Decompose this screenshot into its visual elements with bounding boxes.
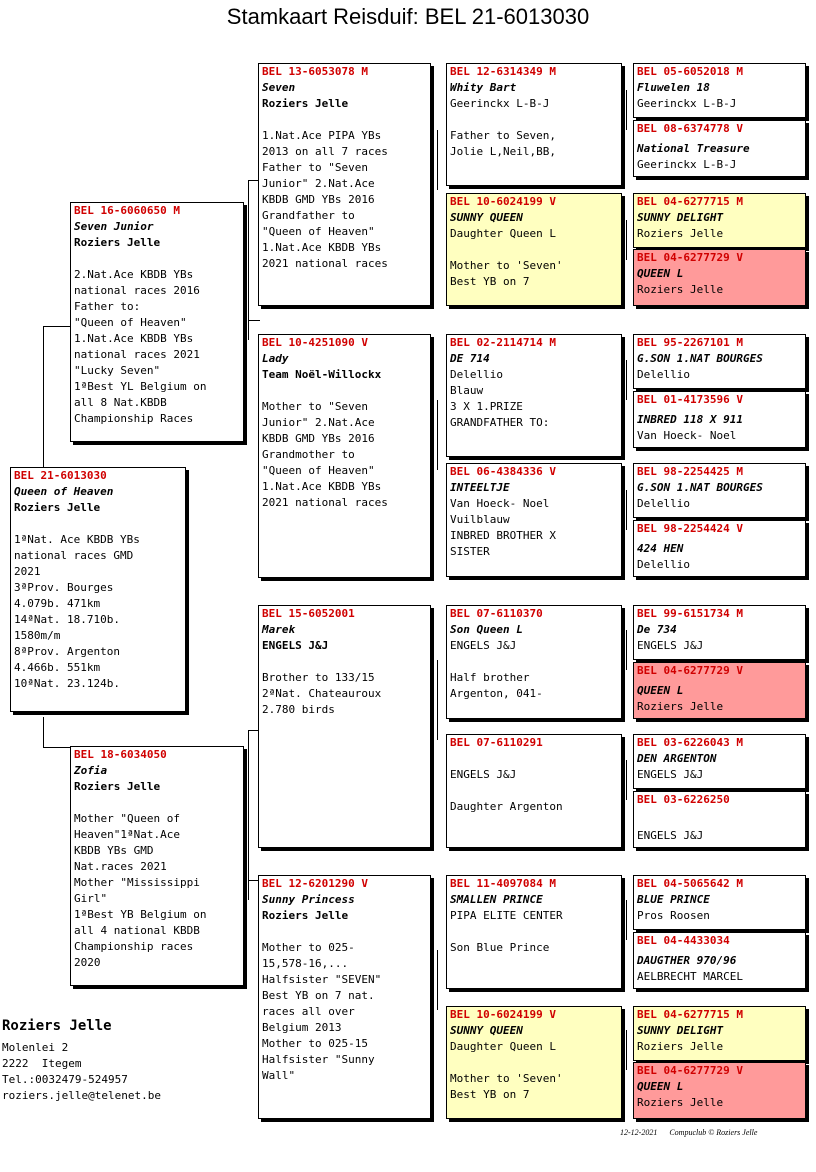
owner-name: Roziers Jelle	[637, 700, 724, 713]
ring-number: BEL 99-6151734 M	[637, 607, 743, 620]
ring-number: BEL 04-4433034	[637, 934, 730, 947]
note-line: "Queen of Heaven"	[262, 225, 375, 238]
note-line: 2.Nat.Ace KBDB YBs	[74, 268, 194, 281]
note-line: Junior" 2.Nat.Ace	[262, 177, 375, 190]
owner-name: ENGELS J&J	[450, 768, 517, 781]
note-line: Heaven"1ªNat.Ace	[74, 828, 180, 841]
note-line: "Lucky Seven"	[74, 364, 161, 377]
ancestor-card[interactable]	[633, 1062, 806, 1119]
ring-number: BEL 15-6052001	[262, 607, 355, 620]
note-line: Jolie L,Neil,BB,	[450, 145, 556, 158]
note-line: 2.780 birds	[262, 703, 335, 716]
ancestor-card[interactable]	[633, 1006, 806, 1061]
note-line: Wall"	[262, 1069, 296, 1082]
pigeon-name: INBRED 118 X 911	[637, 413, 743, 426]
note-line: Mother to 'Seven'	[450, 259, 563, 272]
note-line: 15,578-16,...	[262, 957, 349, 970]
pigeon-name: DAUGTHER 970/96	[637, 954, 737, 967]
note-line: Half brother	[450, 671, 530, 684]
note-line: Daughter Argenton	[450, 800, 563, 813]
ancestor-card[interactable]	[633, 120, 806, 177]
breeder-info	[2, 1018, 161, 1104]
note-line: Father to Seven,	[450, 129, 556, 142]
grandparent-card[interactable]	[258, 875, 431, 1119]
pigeon-name: Queen of Heaven	[14, 485, 114, 498]
connector	[626, 1030, 627, 1070]
note-line: Mother "Mississippi	[74, 876, 200, 889]
breeder-name: Roziers Jelle	[2, 1018, 112, 1034]
owner-name: ENGELS J&J	[450, 639, 517, 652]
note-line: "Queen of Heaven"	[262, 464, 375, 477]
dam-card[interactable]	[70, 746, 244, 986]
ring-number: BEL 04-6277729 V	[637, 251, 743, 264]
note-line: national races 2016	[74, 284, 200, 297]
note-line: 3ªProv. Bourges	[14, 581, 114, 594]
pigeon-name: Whity Bart	[450, 81, 517, 94]
connector	[626, 630, 627, 670]
owner-name: Delellio	[637, 368, 690, 381]
owner-name: Roziers Jelle	[74, 780, 161, 793]
grandparent-card[interactable]	[258, 63, 431, 306]
ring-number: BEL 04-6277729 V	[637, 664, 743, 677]
owner-name: Roziers Jelle	[637, 1040, 724, 1053]
ring-number: BEL 03-6226250	[637, 793, 730, 806]
note-line: 14ªNat. 18.710b.	[14, 613, 120, 626]
ring-number: BEL 03-6226043 M	[637, 736, 743, 749]
note-line: 2ªNat. Chateauroux	[262, 687, 382, 700]
note-line: KBDB GMD YBs 2016	[262, 193, 375, 206]
note-line: Junior" 2.Nat.Ace	[262, 416, 375, 429]
note-line: all 8 Nat.KBDB	[74, 396, 167, 409]
ancestor-card[interactable]	[633, 334, 806, 389]
note-line: all 4 national KBDB	[74, 924, 200, 937]
pigeon-name: DEN ARGENTON	[637, 752, 717, 765]
owner-name: ENGELS J&J	[262, 639, 329, 652]
great-grandparent-card[interactable]	[446, 193, 622, 306]
page-title: Stamkaart Reisduif: BEL 21-6013030	[226, 4, 590, 29]
connector	[248, 180, 249, 340]
note-line: Mother to "Seven	[262, 400, 368, 413]
note-line: races all over	[262, 1005, 355, 1018]
owner-name: Roziers Jelle	[14, 501, 101, 514]
ancestor-card[interactable]	[633, 605, 806, 660]
note-line: 1.Nat.Ace PIPA YBs	[262, 129, 382, 142]
connector	[626, 760, 627, 800]
note-line: GRANDFATHER TO:	[450, 416, 550, 429]
great-grandparent-card[interactable]	[446, 63, 622, 186]
ring-number: BEL 18-6034050	[74, 748, 167, 761]
owner-name: ENGELS J&J	[637, 768, 704, 781]
pigeon-name: INTEELTJE	[450, 481, 510, 494]
note-line: 4.466b. 551km	[14, 661, 101, 674]
note-line: Best YB on 7	[450, 275, 530, 288]
breeder-email[interactable]: roziers.jelle@telenet.be	[2, 1089, 161, 1102]
ring-number: BEL 01-4173596 V	[637, 393, 743, 406]
ring-number: BEL 04-6277729 V	[637, 1064, 743, 1077]
pigeon-name: Lady	[262, 352, 289, 365]
footer-credit: Compuclub © Roziers Jelle	[669, 1128, 758, 1137]
pigeon-name: Fluwelen 18	[637, 81, 710, 94]
note-line: Son Blue Prince	[450, 941, 550, 954]
owner-name: Geerinckx L-B-J	[450, 97, 550, 110]
note-line: 2021 national races	[262, 496, 388, 509]
connector	[43, 717, 44, 747]
note-line: Mother to 'Seven'	[450, 1072, 563, 1085]
ring-number: BEL 05-6052018 M	[637, 65, 743, 78]
grandparent-card[interactable]	[258, 334, 431, 578]
pigeon-name: QUEEN L	[637, 684, 684, 697]
ring-number: BEL 04-6277715 M	[637, 195, 743, 208]
connector	[248, 730, 249, 900]
note-line: 1ªNat. Ace KBDB YBs	[14, 533, 140, 546]
ring-number: BEL 07-6110291	[450, 736, 543, 749]
pigeon-name: 424 HEN	[637, 542, 684, 555]
note-line: 8ªProv. Argenton	[14, 645, 120, 658]
pigeon-name: De 734	[637, 623, 677, 636]
connector	[248, 320, 260, 321]
owner-name: Roziers Jelle	[262, 97, 349, 110]
footer	[620, 1128, 757, 1137]
great-grandparent-card[interactable]	[446, 875, 622, 989]
pigeon-name: Zofia	[74, 764, 108, 777]
owner-name: Van Hoeck- Noel	[450, 497, 550, 510]
connector	[626, 360, 627, 400]
pigeon-name: DE 714	[450, 352, 490, 365]
note-line: 1.Nat.Ace KBDB YBs	[262, 241, 382, 254]
great-grandparent-card[interactable]	[446, 334, 622, 457]
note-line: Mother to 025-15	[262, 1037, 368, 1050]
owner-name: Roziers Jelle	[637, 1096, 724, 1109]
note-line: 10ªNat. 23.124b.	[14, 677, 120, 690]
ancestor-card[interactable]	[633, 391, 806, 448]
note-line: INBRED BROTHER X	[450, 529, 556, 542]
note-line: Championship races	[74, 940, 194, 953]
note-line: KBDB YBs GMD	[74, 844, 154, 857]
ancestor-card[interactable]	[633, 463, 806, 518]
owner-name: Pros Roosen	[637, 909, 710, 922]
note-line: Halfsister "SEVEN"	[262, 973, 382, 986]
pigeon-name: SUNNY DELIGHT	[637, 211, 724, 224]
note-line: Vuilblauw	[450, 513, 510, 526]
ancestor-card[interactable]	[633, 249, 806, 306]
ring-number: BEL 08-6374778 V	[637, 122, 743, 135]
ancestor-card[interactable]	[633, 875, 806, 930]
pigeon-name: G.SON 1.NAT BOURGES	[637, 481, 763, 494]
ring-number: BEL 04-5065642 M	[637, 877, 743, 890]
ancestor-card[interactable]	[633, 63, 806, 118]
owner-name: Geerinckx L-B-J	[637, 97, 737, 110]
pigeon-name: BLUE PRINCE	[637, 893, 710, 906]
ring-number: BEL 21-6013030	[14, 469, 107, 482]
note-line: 1ªBest YB Belgium on	[74, 908, 207, 921]
owner-name: Geerinckx L-B-J	[637, 158, 737, 171]
connector	[43, 326, 72, 327]
connector	[626, 90, 627, 130]
note-line: Halfsister "Sunny	[262, 1053, 375, 1066]
breeder-phone: Tel.:0032479-524957	[2, 1073, 128, 1086]
note-line: Father to:	[74, 300, 141, 313]
connector	[437, 400, 438, 470]
note-line: "Queen of Heaven"	[74, 316, 187, 329]
pigeon-name: SUNNY QUEEN	[450, 211, 523, 224]
note-line: national races GMD	[14, 549, 134, 562]
ring-number: BEL 10-6024199 V	[450, 1008, 556, 1021]
breeder-street: Molenlei 2	[2, 1041, 69, 1054]
note-line: Father to "Seven	[262, 161, 368, 174]
note-line: 2013 on all 7 races	[262, 145, 388, 158]
subject-card[interactable]	[10, 467, 186, 712]
owner-name: Daughter Queen L	[450, 1040, 556, 1053]
ring-number: BEL 06-4384336 V	[450, 465, 556, 478]
pigeon-name: QUEEN L	[637, 1080, 684, 1093]
ring-number: BEL 98-2254425 M	[637, 465, 743, 478]
note-line: 1.Nat.Ace KBDB YBs	[74, 332, 194, 345]
note-line: SISTER	[450, 545, 490, 558]
note-line: 1ªBest YL Belgium on	[74, 380, 207, 393]
ring-number: BEL 07-6110370	[450, 607, 543, 620]
ancestor-card[interactable]	[633, 520, 806, 577]
footer-date: 12-12-2021	[620, 1128, 658, 1137]
ring-number: BEL 12-6314349 M	[450, 65, 556, 78]
owner-name: Delellio	[450, 368, 503, 381]
great-grandparent-card[interactable]	[446, 1006, 622, 1119]
note-line: Best YB on 7 nat.	[262, 989, 375, 1002]
connector	[626, 220, 627, 260]
connector	[626, 490, 627, 530]
note-line: 4.079b. 471km	[14, 597, 101, 610]
pigeon-name: SUNNY QUEEN	[450, 1024, 523, 1037]
owner-name: Van Hoeck- Noel	[637, 429, 737, 442]
note-line: 1580m/m	[14, 629, 61, 642]
note-line: Belgium 2013	[262, 1021, 342, 1034]
ring-number: BEL 04-6277715 M	[637, 1008, 743, 1021]
note-line: Grandfather to	[262, 209, 355, 222]
owner-name: ENGELS J&J	[637, 829, 704, 842]
note-line: Mother "Queen of	[74, 812, 180, 825]
note-line: national races 2021	[74, 348, 200, 361]
note-line: Girl"	[74, 892, 108, 905]
owner-name: Roziers Jelle	[74, 236, 161, 249]
owner-name: Daughter Queen L	[450, 227, 556, 240]
ring-number: BEL 16-6060650 M	[74, 204, 180, 217]
pigeon-name: SUNNY DELIGHT	[637, 1024, 724, 1037]
ring-number: BEL 98-2254424 V	[637, 522, 743, 535]
note-line: Championship Races	[74, 412, 194, 425]
owner-name: Roziers Jelle	[637, 227, 724, 240]
connector	[437, 660, 438, 740]
great-grandparent-card[interactable]	[446, 605, 622, 719]
note-line: Mother to 025-	[262, 941, 355, 954]
connector	[437, 950, 438, 1010]
connector	[43, 326, 44, 469]
note-line: Brother to 133/15	[262, 671, 375, 684]
owner-name: PIPA ELITE CENTER	[450, 909, 563, 922]
pigeon-name: G.SON 1.NAT BOURGES	[637, 352, 763, 365]
connector	[43, 747, 72, 748]
note-line: KBDB GMD YBs 2016	[262, 432, 375, 445]
pigeon-name: Marek	[262, 623, 296, 636]
note-line: Blauw	[450, 384, 484, 397]
owner-name: Delellio	[637, 497, 690, 510]
ring-number: BEL 12-6201290 V	[262, 877, 368, 890]
great-grandparent-card[interactable]	[446, 463, 622, 577]
note-line: Best YB on 7	[450, 1088, 530, 1101]
owner-name: ENGELS J&J	[637, 639, 704, 652]
pigeon-name: Sunny Princess	[262, 893, 355, 906]
note-line: Nat.races 2021	[74, 860, 167, 873]
owner-name: Team Noël-Willockx	[262, 368, 382, 381]
ancestor-card[interactable]	[633, 193, 806, 248]
connector	[626, 900, 627, 940]
ring-number: BEL 10-4251090 V	[262, 336, 368, 349]
note-line: 3 X 1.PRIZE	[450, 400, 523, 413]
ring-number: BEL 02-2114714 M	[450, 336, 556, 349]
grandparent-card[interactable]	[258, 605, 431, 848]
note-line: 2021	[14, 565, 41, 578]
note-line: Argenton, 041-	[450, 687, 543, 700]
note-line: 2020	[74, 956, 101, 969]
ancestor-card[interactable]	[633, 734, 806, 789]
note-line: Grandmother to	[262, 448, 355, 461]
great-grandparent-card[interactable]	[446, 734, 622, 848]
owner-name: Roziers Jelle	[637, 283, 724, 296]
note-line: 1.Nat.Ace KBDB YBs	[262, 480, 382, 493]
connector	[437, 130, 438, 190]
owner-name: Delellio	[637, 558, 690, 571]
pigeon-name: Son Queen L	[450, 623, 523, 636]
pigeon-name: National Treasure	[637, 142, 750, 155]
ring-number: BEL 13-6053078 M	[262, 65, 368, 78]
ring-number: BEL 10-6024199 V	[450, 195, 556, 208]
note-line: 2021 national races	[262, 257, 388, 270]
breeder-city: 2222 Itegem	[2, 1057, 82, 1070]
ancestor-card[interactable]	[633, 662, 806, 719]
pigeon-name: SMALLEN PRINCE	[450, 893, 543, 906]
pigeon-name: Seven	[262, 81, 296, 94]
ring-number: BEL 11-4097084 M	[450, 877, 556, 890]
ring-number: BEL 95-2267101 M	[637, 336, 743, 349]
owner-name: AELBRECHT MARCEL	[637, 970, 743, 983]
pigeon-name: Seven Junior	[74, 220, 154, 233]
owner-name: Roziers Jelle	[262, 909, 349, 922]
pigeon-name: QUEEN L	[637, 267, 684, 280]
ancestor-card[interactable]	[633, 791, 806, 848]
sire-card[interactable]	[70, 202, 244, 442]
ancestor-card[interactable]	[633, 932, 806, 989]
